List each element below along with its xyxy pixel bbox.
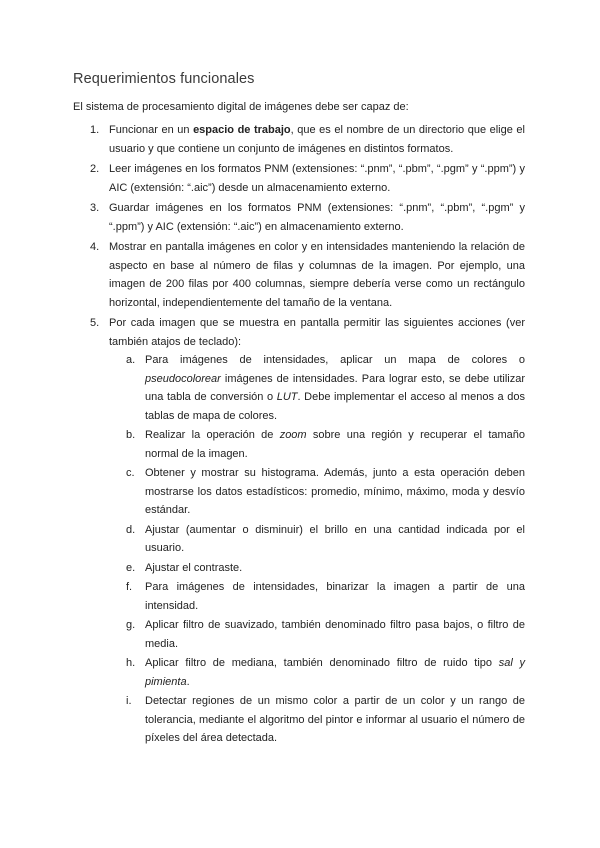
sublist-item-i (111, 692, 525, 748)
item-text: Leer imágenes en los formatos PNM (extensiones: “.pnm”, “.pbm”, “.pgm” y “.ppm”) y AIC (extensión: “.aic”) desde un almacenamiento externo. (109, 163, 525, 194)
text-segment: Obtener y mostrar su histograma. Además, junto a esta operación deben mostrarse los datos estadísticos: promedio, mínimo, máximo, moda y desvío estándar. (145, 467, 525, 516)
italic-term: LUT (276, 391, 298, 403)
italic-term: pseudocolorear (145, 372, 221, 385)
text-segment: sobre una región y recuperar el tamaño normal de la imagen. (145, 429, 526, 460)
requirement-item-4 (73, 238, 525, 312)
item-letter: h. (126, 657, 136, 669)
text-segment: Ajustar (aumentar o disminuir) el brillo en una cantidad indicada por el usuario. (145, 523, 525, 554)
item-text: Guardar imágenes en los formatos PNM (extensiones: “.pnm”, “.pbm”, “.pgm” y “.ppm”) y AIC (extensión: “.aic”) en almacenamiento externo. (109, 202, 525, 233)
requirement-item-5 (73, 314, 525, 748)
requirement-item-3 (73, 199, 525, 236)
item-letter: c. (126, 467, 135, 479)
item-letter: d. (126, 523, 136, 536)
text-segment: Funcionar en un (109, 124, 194, 136)
item-letter: f. (126, 581, 133, 593)
text-segment: Para imágenes de intensidades, aplicar un mapa de colores o (145, 354, 525, 366)
sublist-item-h (111, 654, 525, 691)
text-segment: Realizar la operación de (145, 429, 280, 441)
text-segment: Aplicar filtro de suavizado, también denominado filtro pasa bajos, o filtro de media. (145, 619, 525, 650)
item-number: 1. (90, 124, 100, 136)
text-segment: Ajustar el contraste. (145, 561, 243, 574)
italic-term: zoom (279, 429, 307, 441)
text-segment: Aplicar filtro de mediana, también denominado filtro de ruido tipo (145, 657, 499, 669)
intro-paragraph: El sistema de procesamiento digital de imágenes debe ser capaz de: (73, 101, 409, 113)
item-letter: g. (126, 619, 136, 631)
text-segment: Detectar regiones de un mismo color a partir de un color y un rango de tolerancia, mediante el algoritmo del pintor e informar al usuario el número de píxeles del área detectada. (145, 695, 525, 744)
sublist-item-f (111, 578, 525, 615)
text-segment: . (186, 675, 190, 688)
requirement-item-2 (73, 160, 525, 197)
sublist-item-b (111, 426, 525, 463)
item-letter: i. (126, 695, 132, 707)
sublist-item-a (111, 351, 525, 425)
item-number: 5. (90, 317, 100, 329)
item-letter: b. (126, 429, 136, 441)
text-segment: . Debe implementar el acceso al menos a dos tablas de mapa de colores. (145, 391, 525, 422)
item-number: 3. (90, 202, 100, 214)
text-segment: , que es el nombre de un directorio que elige el usuario y que contiene un conjunto de imágenes en distintos formatos. (109, 124, 525, 155)
item-letter: a. (126, 354, 136, 366)
item-number: 4. (90, 241, 100, 253)
bold-term: espacio de trabajo (193, 124, 291, 136)
item-number: 2. (90, 163, 100, 175)
actions-sublist (109, 351, 525, 748)
item-letter: e. (126, 561, 136, 574)
sublist-item-e (111, 559, 525, 578)
sublist-item-d (111, 521, 525, 558)
requirement-item-1 (73, 121, 525, 158)
text-segment: imágenes de intensidades. Para lograr esto, se debe utilizar una tabla de conversión o (145, 372, 525, 403)
sublist-item-c (111, 464, 525, 520)
italic-term: sal y pimienta (145, 657, 525, 688)
text-segment: Para imágenes de intensidades, binarizar la imagen a partir de una intensidad. (145, 581, 525, 612)
requirements-list (73, 121, 525, 750)
section-heading: Requerimientos funcionales (73, 71, 255, 87)
item-text (109, 124, 525, 155)
item-text: Mostrar en pantalla imágenes en color y en intensidades manteniendo la relación de aspecto en base al número de filas y columnas de la imagen. Por ejemplo, una imagen de 200 filas por 400 columnas, siempre debería verse como un rectángulo horizontal, independientemente del tamaño de la ventana. (109, 241, 525, 309)
sublist-item-g (111, 616, 525, 653)
item-text: Por cada imagen que se muestra en pantalla permitir las siguientes acciones (ver también atajos de teclado): (109, 317, 525, 348)
